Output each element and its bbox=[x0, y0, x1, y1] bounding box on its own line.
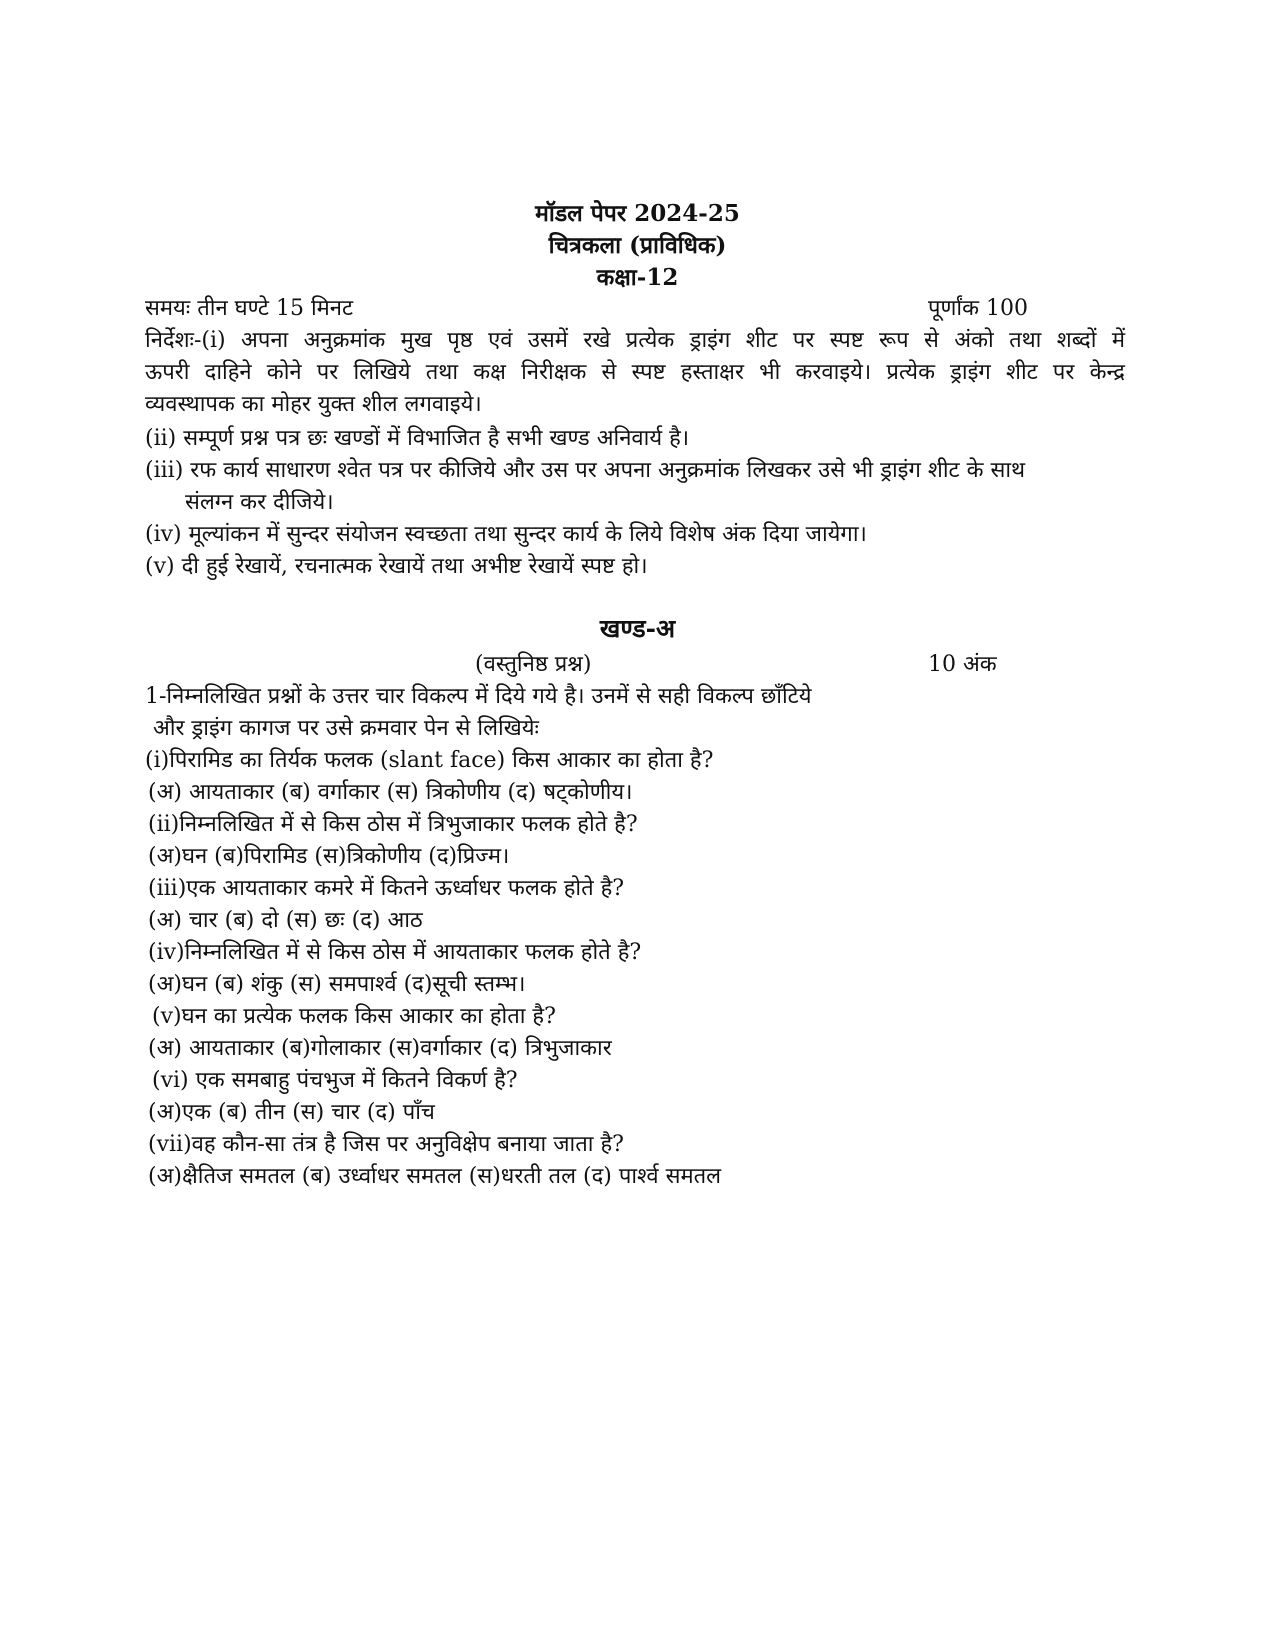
time-label: समयः तीन घण्टे 15 मिनट bbox=[145, 296, 354, 321]
instruction-i-line1: निर्देशः-(i) अपना अनुक्रमांक मुख पृष्ठ एवं उसमें रखे प्रत्येक ड्राइंग शीट पर स्पष्ट रूप से अंको तथा शब्दों में bbox=[145, 328, 1125, 353]
instruction-iii-line2: संलग्न कर दीजिये। bbox=[185, 490, 334, 515]
question-i: (i)पिरामिड का तिर्यक फलक (slant face) किस आकार का होता है? bbox=[145, 748, 714, 773]
instruction-iii-line1: (iii) रफ कार्य साधारण श्वेत पत्र पर कीजिये और उस पर अपना अनुक्रमांक लिखकर उसे भी ड्राइंग शीट के साथ bbox=[145, 458, 1026, 483]
question-ii: (ii)निम्नलिखित में से किस ठोस में त्रिभुजाकार फलक होते है? bbox=[148, 812, 638, 837]
options-i: (अ) आयताकार (ब) वर्गाकार (स) त्रिकोणीय (द) षट्कोणीय। bbox=[148, 780, 633, 805]
class-title: कक्षा-12 bbox=[596, 264, 679, 291]
instruction-v: (v) दी हुई रेखायें, रचनात्मक रेखायें तथा अभीष्ट रेखायें स्पष्ट हो। bbox=[145, 554, 648, 579]
max-marks-label: पूर्णांक 100 bbox=[928, 296, 1028, 321]
question-vii: (vii)वह कौन-सा तंत्र है जिस पर अनुविक्षेप बनाया जाता है? bbox=[148, 1132, 624, 1157]
paper-title: मॉडल पेपर 2024-25 bbox=[535, 200, 740, 227]
instruction-iv: (iv) मूल्यांकन में सुन्दर संयोजन स्वच्छता तथा सुन्दर कार्य के लिये विशेष अंक दिया जायेगा। bbox=[145, 522, 867, 547]
instruction-i-line2: ऊपरी दाहिने कोने पर लिखिये तथा कक्ष निरीक्षक से स्पष्ट हस्ताक्षर भी करवाइये। प्रत्येक ड्राइंग शीट पर केन्द्र bbox=[145, 360, 1125, 385]
options-iv: (अ)घन (ब) शंकु (स) समपार्श्व (द)सूची स्तम्भ। bbox=[148, 972, 526, 997]
instruction-i-line3: व्यवस्थापक का मोहर युक्त शील लगवाइये। bbox=[145, 392, 482, 417]
question-iii: (iii)एक आयताकार कमरे में कितने ऊर्ध्वाधर फलक होते है? bbox=[148, 876, 625, 901]
instruction-ii: (ii) सम्पूर्ण प्रश्न पत्र छः खण्डों में विभाजित है सभी खण्ड अनिवार्य है। bbox=[145, 426, 690, 451]
section-a-subtitle: (वस्तुनिष्ठ प्रश्न) bbox=[475, 652, 592, 677]
section-a-marks: 10 अंक bbox=[928, 652, 997, 677]
options-ii: (अ)घन (ब)पिरामिड (स)त्रिकोणीय (द)प्रिज्म। bbox=[148, 844, 510, 869]
options-vi: (अ)एक (ब) तीन (स) चार (द) पाँच bbox=[148, 1100, 435, 1125]
question-v: (v)घन का प्रत्येक फलक किस आकार का होता है? bbox=[152, 1004, 556, 1029]
section-a-title: खण्ड-अ bbox=[599, 614, 676, 643]
subject-title: चित्रकला (प्राविधिक) bbox=[548, 232, 727, 259]
options-iii: (अ) चार (ब) दो (स) छः (द) आठ bbox=[148, 908, 423, 933]
question-1-intro-line1: 1-निम्नलिखित प्रश्नों के उत्तर चार विकल्प में दिये गये है। उनमें से सही विकल्प छाँटिये bbox=[145, 684, 812, 709]
question-iv: (iv)निम्नलिखित में से किस ठोस में आयताकार फलक होते है? bbox=[148, 940, 642, 965]
options-v: (अ) आयताकार (ब)गोलाकार (स)वर्गाकार (द) त्रिभुजाकार bbox=[148, 1036, 612, 1061]
options-vii: (अ)क्षैतिज समतल (ब) उर्ध्वाधर समतल (स)धरती तल (द) पार्श्व समतल bbox=[148, 1164, 722, 1189]
question-vi: (vi) एक समबाहु पंचभुज में कितने विकर्ण है? bbox=[152, 1068, 518, 1093]
question-1-intro-line2: और ड्राइंग कागज पर उसे क्रमवार पेन से लिखियेः bbox=[153, 716, 539, 741]
